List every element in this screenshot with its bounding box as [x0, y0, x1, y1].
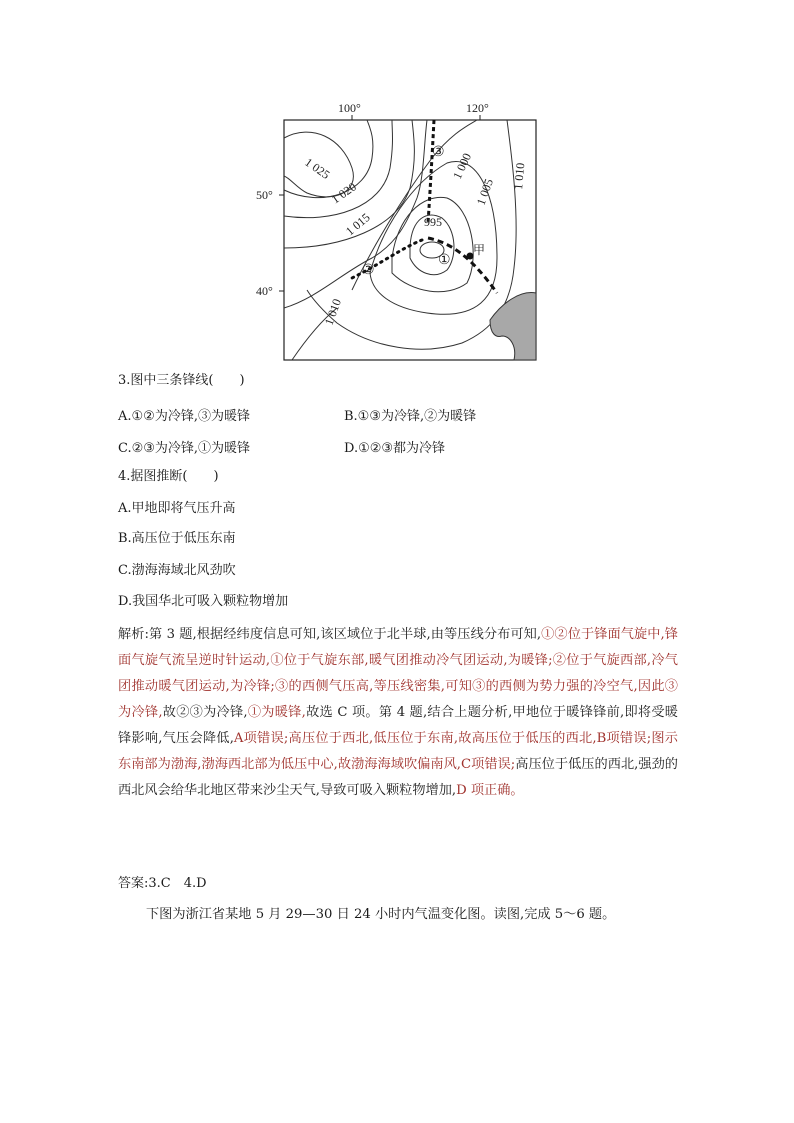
front-label-3: ③	[432, 145, 445, 160]
explanation-part-1: 解析:第 3 题,根据经纬度信息可知,该区域位于北半球,由等压线分布可知,	[118, 627, 542, 642]
isobar-lines	[284, 120, 516, 360]
isobar-label-995: 995	[424, 215, 442, 229]
q4-stem: 4.据图推断( )	[118, 469, 219, 484]
isobar-label-1010-sw: 1 010	[321, 296, 345, 328]
q3-option-a[interactable]: A.①②为冷锋,③为暖锋	[118, 409, 250, 424]
q4-option-a[interactable]: A.甲地即将气压升高	[118, 501, 236, 516]
isobar-label-1020: 1 020	[328, 179, 359, 207]
isobar-map-svg	[252, 98, 552, 368]
q3-option-c[interactable]: C.②③为冷锋,①为暖锋	[118, 441, 251, 456]
q4-option-b[interactable]: B.高压位于低压东南	[118, 531, 236, 546]
lon-label-120: 120°	[466, 101, 489, 115]
front-3-line	[428, 120, 434, 223]
lon-label-100: 100°	[338, 101, 361, 115]
explanation-paragraph	[118, 622, 678, 804]
explanation-red-1: ①②位于锋面气旋中,锋面气旋气流呈逆时针运动,①位于气旋东部,暖气团推动冷气团运动,为暖锋;②位于气旋西部,冷气团推动暖气团运动,为冷锋;③的西侧气压高,等压线密集,可知③的西侧为势力强的冷空气,因此③为冷锋,	[118, 627, 678, 720]
explanation-part-3: 故选 C 项。第 4 题,结合上题分析,甲地位于暖锋锋前,即将受暖锋影响,气压会降低,	[118, 705, 678, 746]
sea-area	[490, 293, 536, 360]
lat-label-50: 50°	[256, 188, 273, 202]
explanation-part-2: 故②③为冷锋,	[162, 705, 248, 720]
lat-label-40: 40°	[256, 284, 273, 298]
q4-option-c[interactable]: C.渤海海域北风劲吹	[118, 563, 236, 578]
isobar-label-1010-e: 1 010	[511, 162, 528, 191]
isobar-map	[252, 98, 552, 368]
q3-option-d[interactable]: D.①②③都为冷锋	[344, 441, 446, 456]
q3-option-b[interactable]: B.①③为冷锋,②为暖锋	[344, 409, 477, 424]
q4-option-d[interactable]: D.我国华北可吸入颗粒物增加	[118, 594, 289, 609]
explanation-red-4: D 项正确。	[456, 783, 524, 798]
front-label-1: ①	[438, 253, 451, 268]
place-label-jia: 甲	[473, 243, 486, 257]
isobar-label-1015: 1 015	[342, 210, 373, 239]
q3-stem: 3.图中三条锋线( )	[118, 373, 245, 388]
explanation-red-2: ①为暖锋,	[247, 705, 306, 720]
isobar-label-1000: 1 000	[450, 150, 475, 182]
front-label-2: ②	[362, 263, 375, 278]
next-section-intro: 下图为浙江省某地 5 月 29—30 日 24 小时内气温变化图。读图,完成 5～6 题。	[146, 907, 616, 922]
explanation-part-4: 高压位于低压的西北,强劲的西北风会给华北地区带来沙尘天气,导致可吸入颗粒物增加,	[118, 757, 678, 798]
explanation-red-3: A项错误;高压位于西北,低压位于东南,故高压位于低压的西北,B项错误;图示东南部为渤海,渤海西北部为低压中心,故渤海海域吹偏南风,C项错误;	[118, 731, 678, 772]
isobar-label-1005: 1 005	[473, 176, 497, 208]
isobar-label-1025: 1 025	[302, 154, 333, 182]
isobar-1000	[392, 197, 473, 291]
isobar-1010-outer	[284, 120, 427, 308]
answer-line: 答案:3.C 4.D	[118, 876, 207, 891]
